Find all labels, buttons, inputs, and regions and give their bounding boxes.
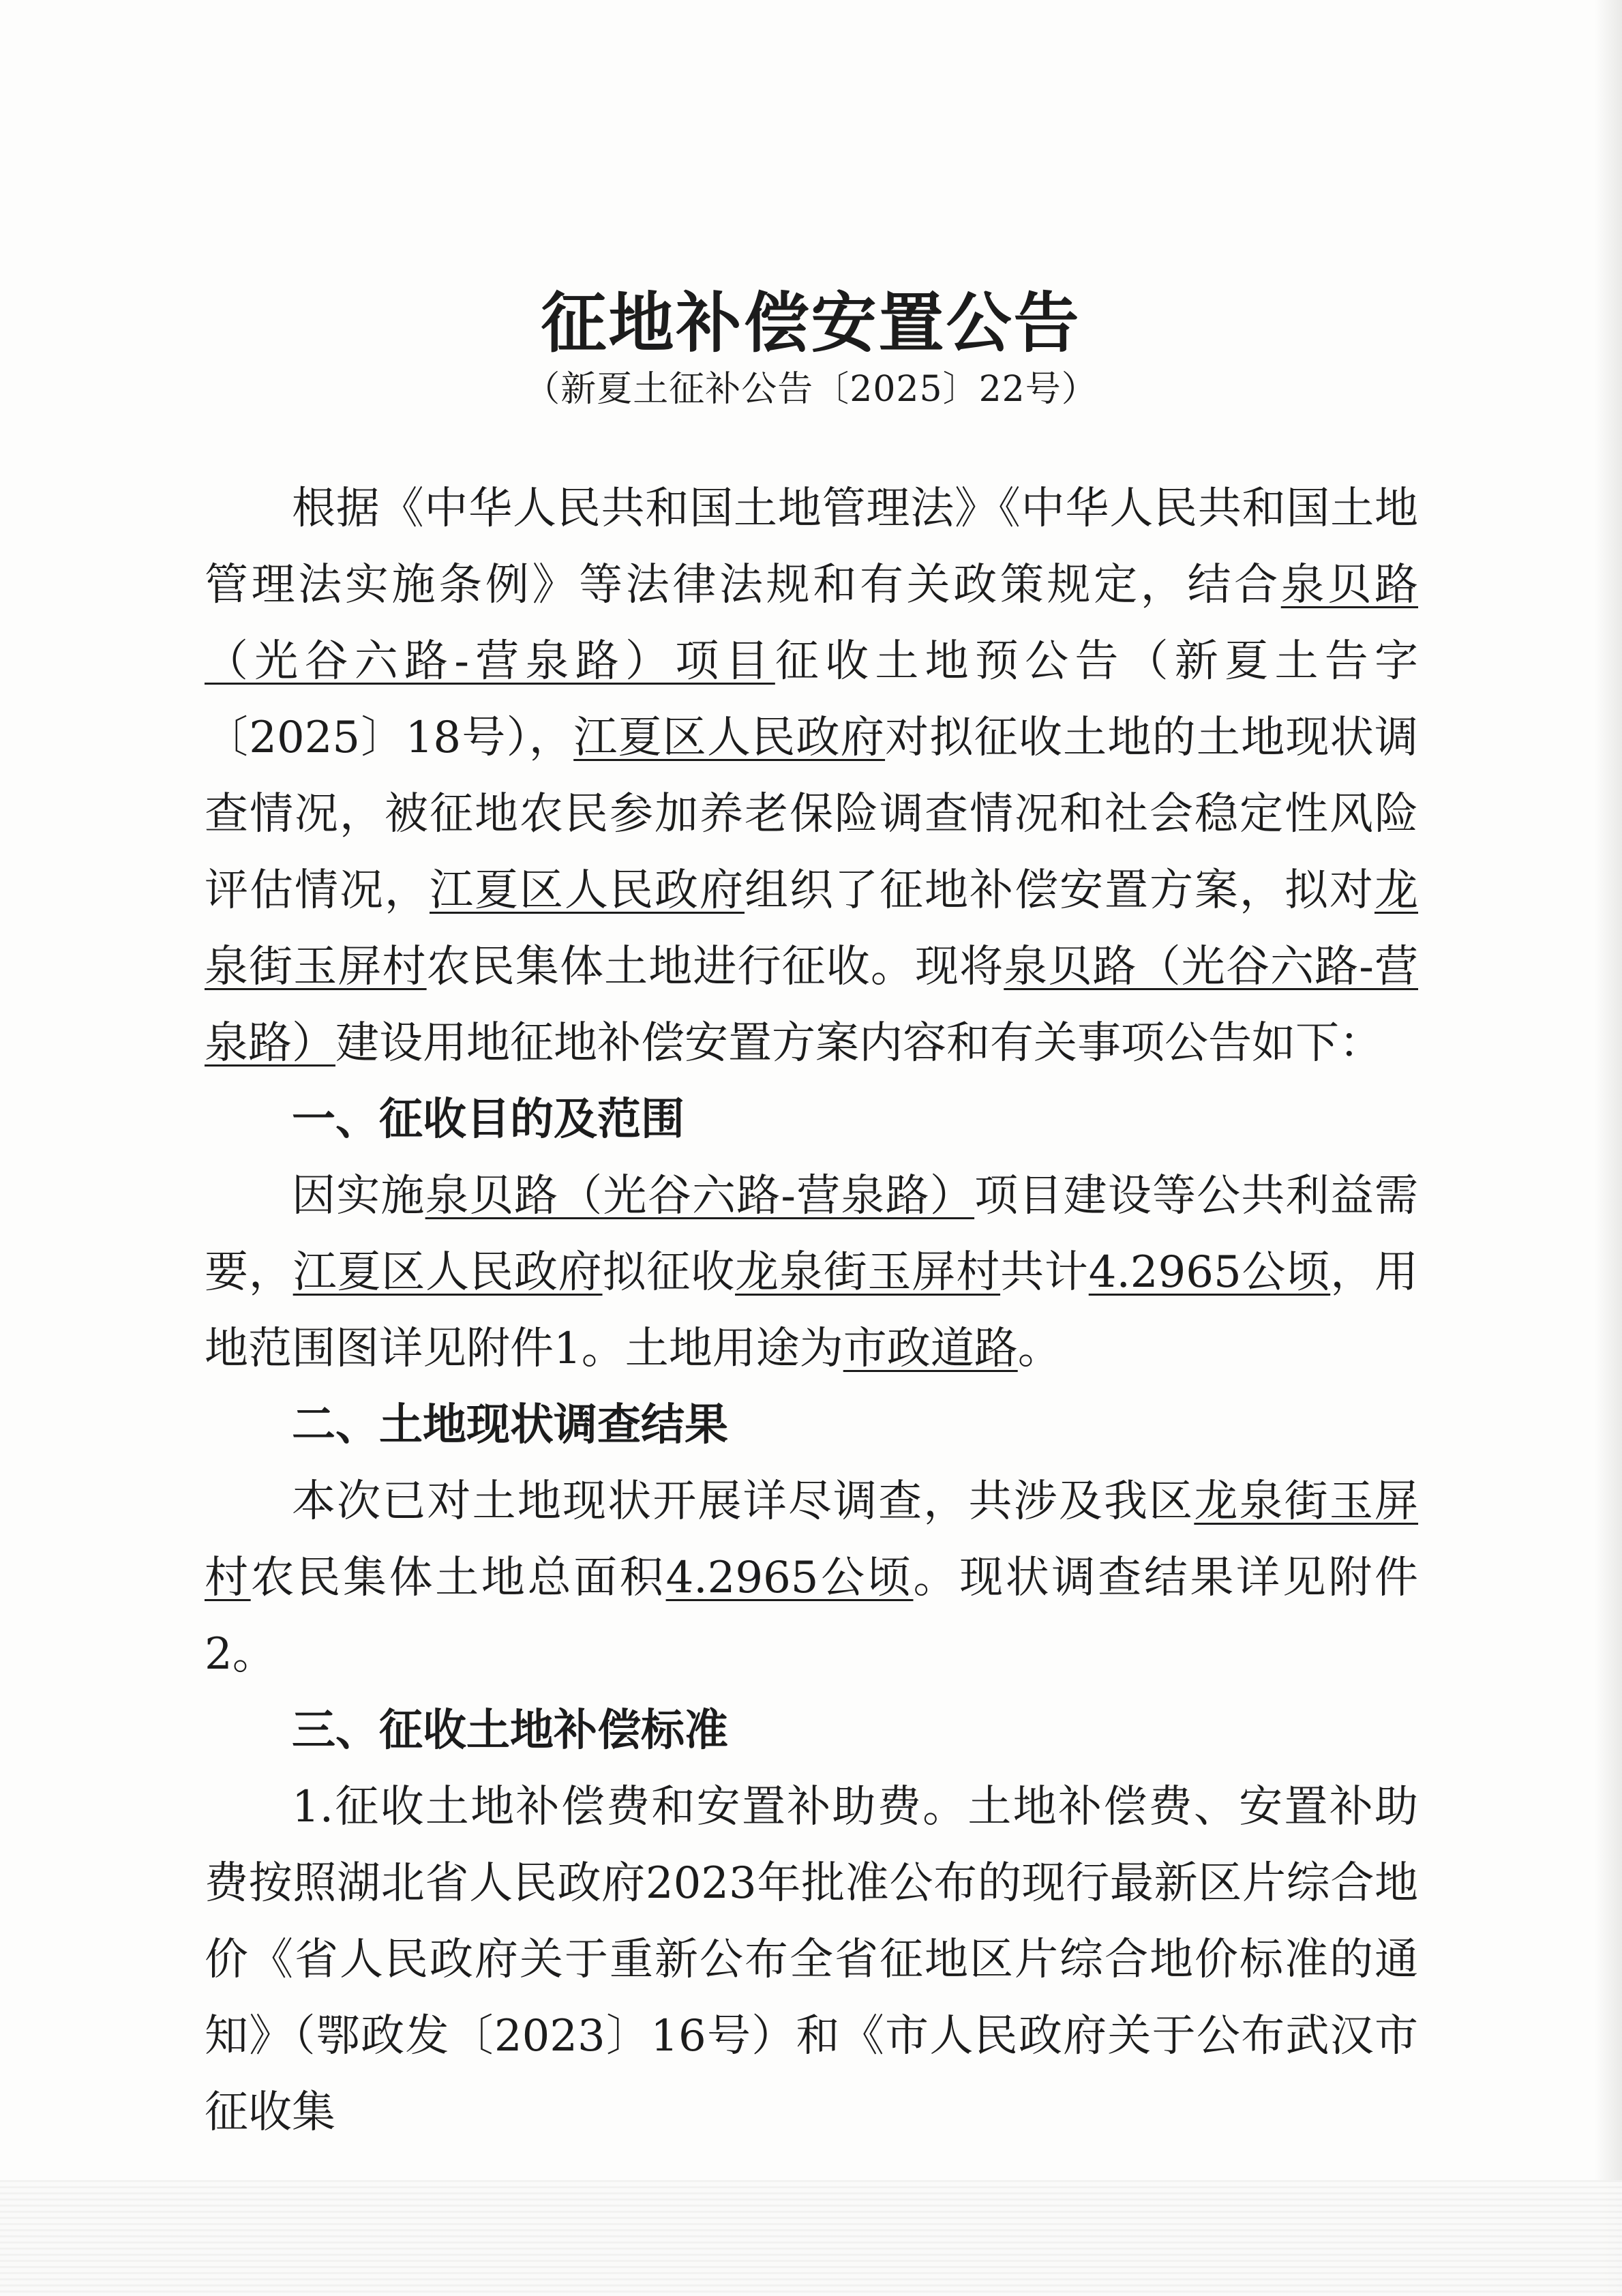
s2-text-2: 农民集体土地总面积 (250, 1553, 666, 1603)
intro-paragraph (205, 471, 1418, 1082)
s2-text-1: 本次已对土地现状开展详尽调查，共涉及我区 (292, 1476, 1195, 1527)
intro-text-3: 对拟征收土地的土地现状调查情况，被征地农民参加养老保险调查情况和社会稳定性风险评估情况， (205, 713, 1419, 916)
s2-area: 4.2965公顷 (665, 1553, 914, 1603)
s1-text-1: 因实施 (292, 1171, 425, 1221)
scan-right-edge (1595, 0, 1622, 2296)
s1-area: 4.2965公顷 (1088, 1247, 1331, 1298)
intro-road-name: 泉贝路（光谷六路-营泉路） (205, 942, 1418, 1069)
intro-project-name: 泉贝路（光谷六路-营泉路）项目 (205, 560, 1418, 687)
s1-text-4: 共计 (1000, 1247, 1089, 1298)
intro-village: 龙泉街玉屏村 (205, 865, 1418, 992)
s1-text-2: 项目建设等公共利益需要， (205, 1171, 1419, 1298)
intro-text-4: 组织了征地补偿安置方案，拟对 (745, 865, 1375, 916)
s1-village: 龙泉街玉屏村 (735, 1247, 1001, 1298)
document-body (205, 471, 1418, 2151)
scan-bottom-artifact (0, 2180, 1622, 2296)
s1-text-5: ，用地范围图详见附件1。土地用途为 (205, 1247, 1419, 1374)
section-3-paragraph: 1.征收土地补偿费和安置补助费。土地补偿费、安置补助费按照湖北省人民政府2023年批准公布的现行最新区片综合地价《省人民政府关于重新公布全省征地区片综合地价标准的通知》（鄂政发〔2023〕16号）和《市人民政府关于公布武汉市征收集 (205, 1782, 1418, 2138)
intro-government-2: 江夏区人民政府 (430, 865, 745, 916)
section-2-heading: 二、土地现状调查结果 (292, 1400, 728, 1450)
intro-text-6: 建设用地征地补偿安置方案内容和有关事项公告如下： (335, 1018, 1383, 1069)
section-2-paragraph (205, 1463, 1418, 1693)
s1-text-6: 。 (1017, 1324, 1062, 1374)
section-3-heading: 三、征收土地补偿标准 (292, 1705, 728, 1756)
s2-village: 龙泉街玉屏村 (205, 1476, 1419, 1603)
s1-text-3: 拟征收 (602, 1247, 736, 1298)
intro-text-1: 根据《中华人民共和国土地管理法》《中华人民共和国土地管理法实施条例》等法律法规和有关政策规定，结合 (205, 483, 1418, 610)
s1-land-use: 市政道路 (843, 1324, 1018, 1374)
s2-text-3: 。现状调查结果详见附件2。 (205, 1553, 1419, 1680)
section-1-heading: 一、征收目的及范围 (292, 1094, 685, 1145)
document-title: 征地补偿安置公告 (541, 284, 1081, 361)
document-number: （新夏土征补公告〔2025〕22号） (524, 369, 1098, 410)
s1-government: 江夏区人民政府 (292, 1247, 603, 1298)
section-1-paragraph (205, 1158, 1418, 1387)
s1-road-name: 泉贝路（光谷六路-营泉路） (425, 1171, 975, 1221)
intro-text-2: 征收土地预公告（新夏土告字〔2025〕18号）， (205, 636, 1418, 763)
intro-text-5: 农民集体土地进行征收。现将 (426, 942, 1004, 992)
intro-government-1: 江夏区人民政府 (573, 713, 886, 763)
